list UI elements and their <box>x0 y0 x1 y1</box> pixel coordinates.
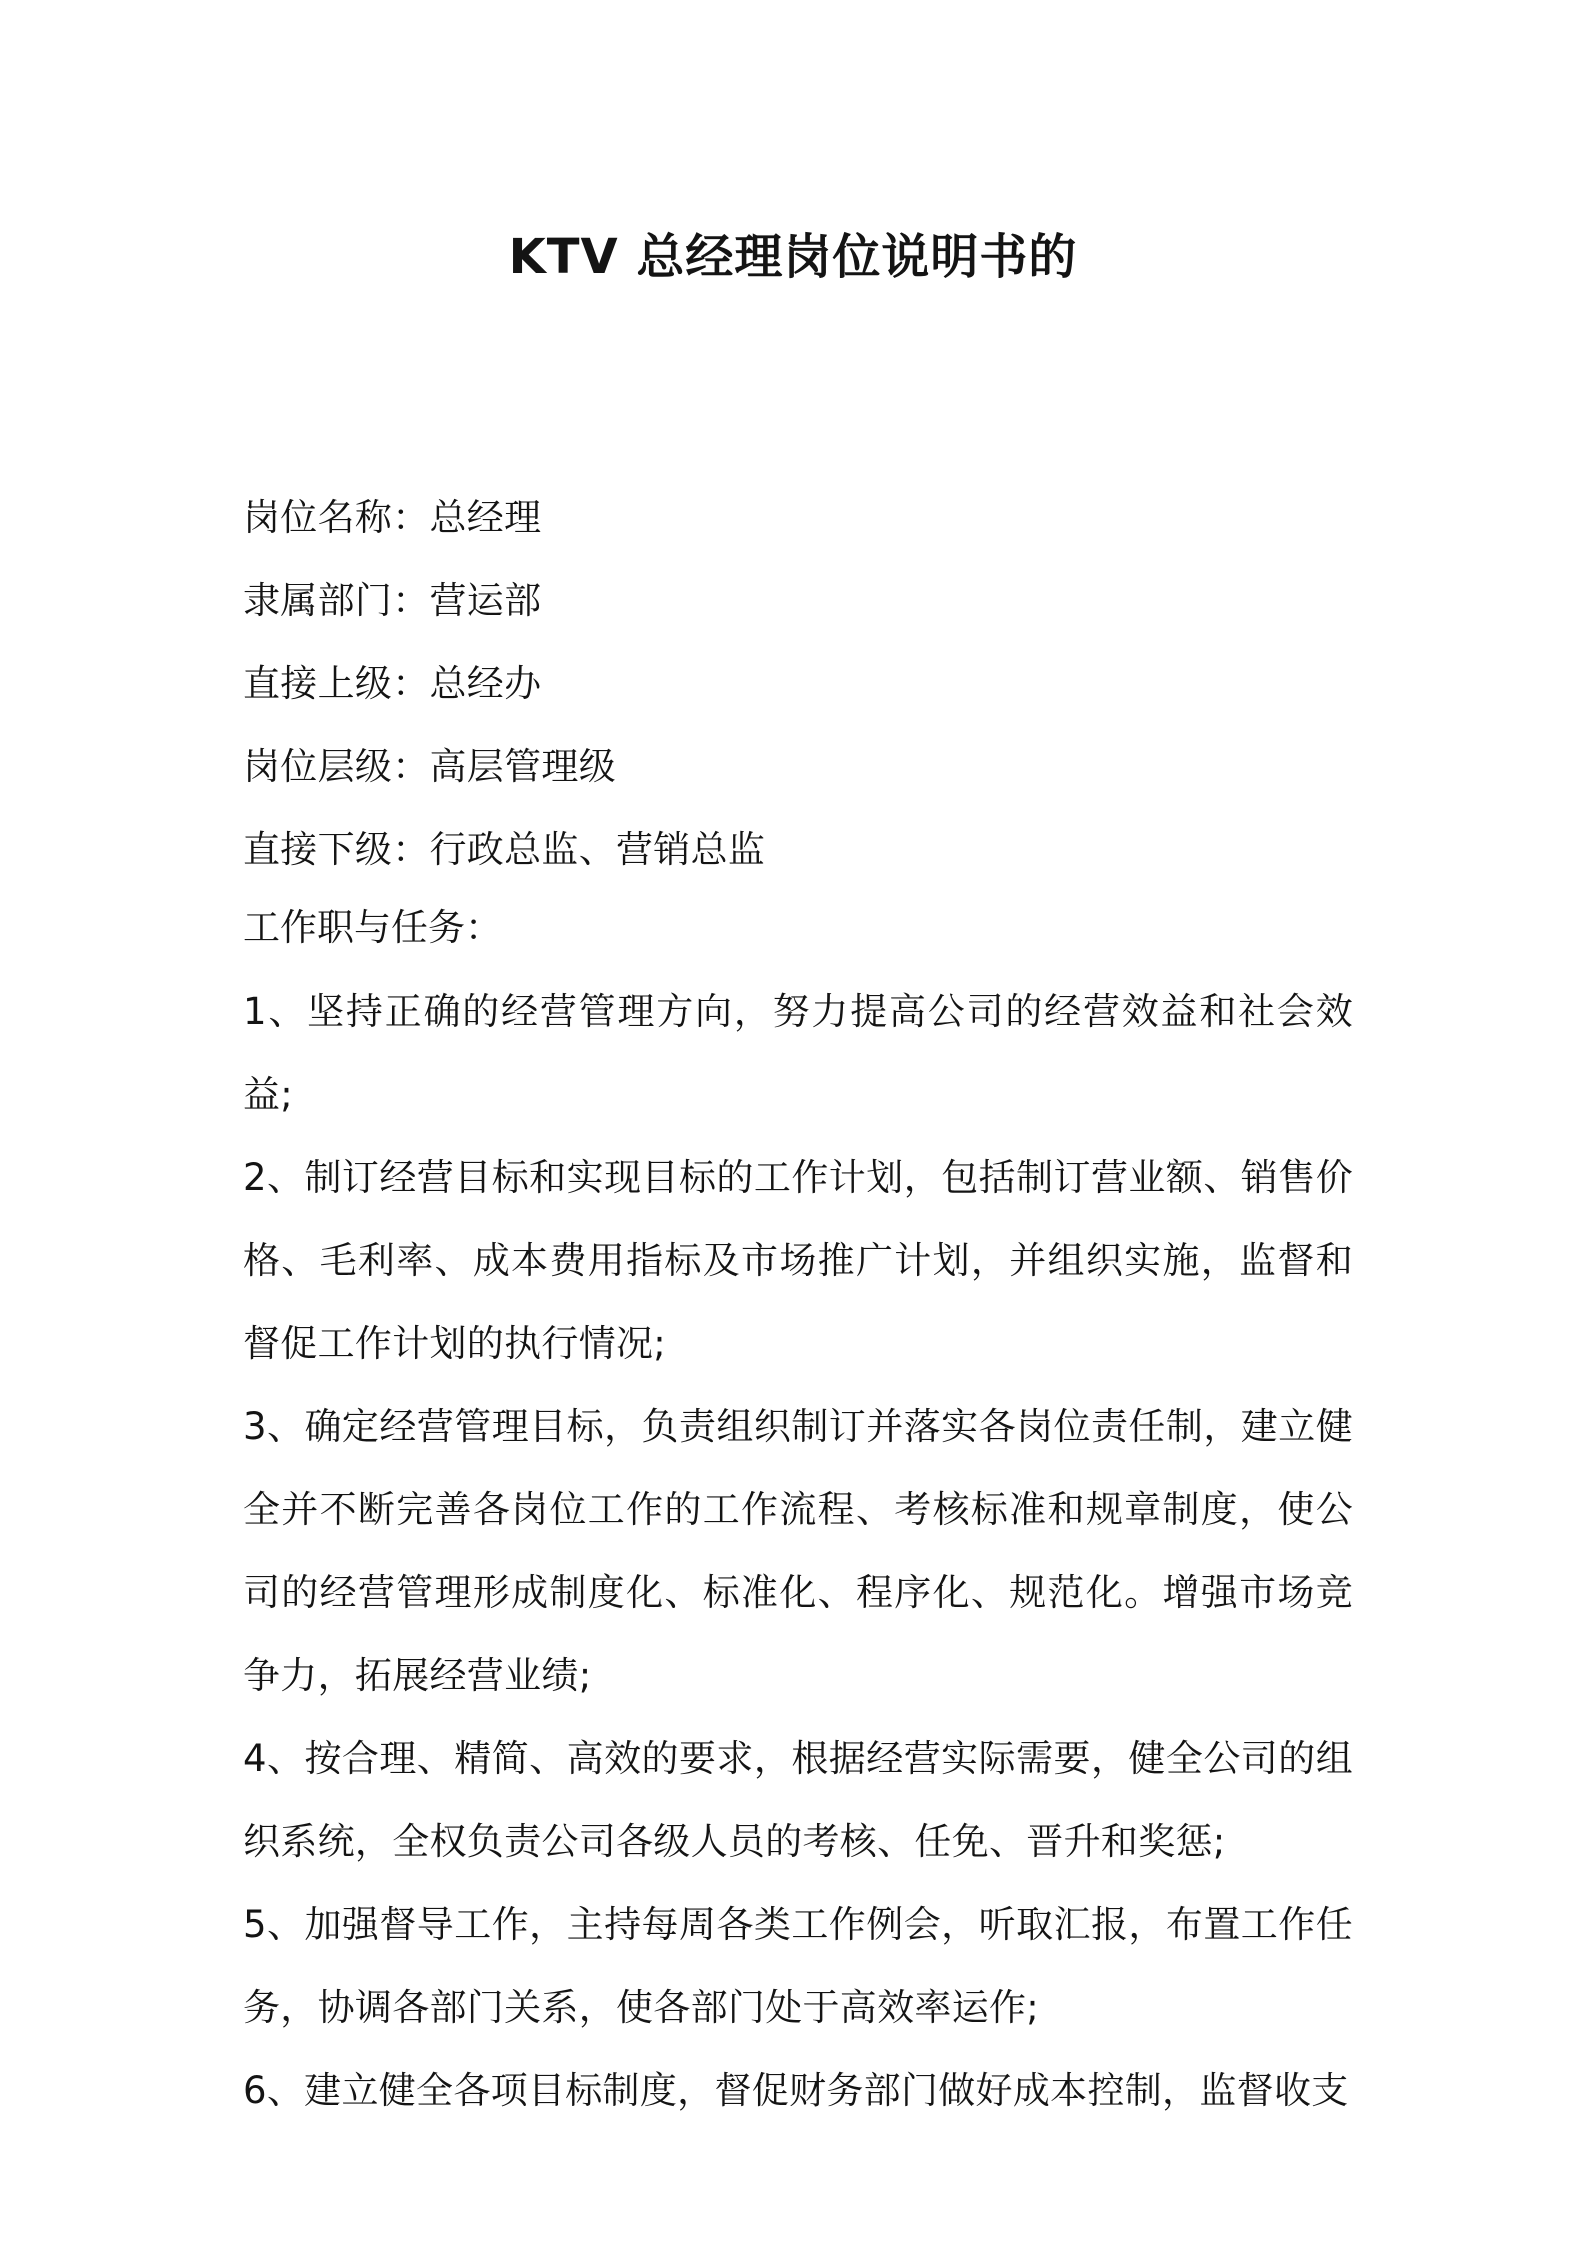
duties-heading: 工作职与任务： <box>243 906 502 949</box>
duty-item: 5、加强督导工作，主持每周各类工作例会，听取汇报，布置工作任务，协调各部门关系，使各部门处于高效率运作; <box>243 1903 1353 2029</box>
info-row-direct-superior <box>243 642 1353 725</box>
duty-item: 3、确定经营管理目标，负责组织制订并落实各岗位责任制，建立健全并不断完善各岗位工作的工作流程、考核标准和规章制度，使公司的经营管理形成制度化、标准化、程序化、规范化。增强市场竞争力，拓展经营业绩; <box>243 1405 1353 1697</box>
position-info-list <box>243 476 1353 891</box>
duty-item: 2、制订经营目标和实现目标的工作计划，包括制订营业额、销售价格、毛利率、成本费用指标及市场推广计划，并组织实施，监督和督促工作计划的执行情况; <box>243 1156 1353 1365</box>
document-title: KTV 总经理岗位说明书的 <box>508 229 1078 285</box>
info-label: 岗位层级： <box>243 745 430 788</box>
duty-item: 1、坚持正确的经营管理方向，努力提高公司的经营效益和社会效益; <box>243 990 1353 1116</box>
duty-item: 4、按合理、精简、高效的要求，根据经营实际需要，健全公司的组织系统，全权负责公司各级人员的考核、任免、晋升和奖惩; <box>243 1737 1353 1863</box>
info-label: 隶属部门： <box>243 579 430 622</box>
info-value: 总经办 <box>429 662 542 705</box>
info-row-position-name <box>243 476 1353 559</box>
info-value: 高层管理级 <box>429 745 616 788</box>
info-row-direct-subordinates <box>243 808 1353 891</box>
info-row-department <box>243 559 1353 642</box>
info-row-position-level <box>243 725 1353 808</box>
info-value: 总经理 <box>429 496 542 539</box>
info-label: 岗位名称： <box>243 496 430 539</box>
duties-list <box>243 970 1353 2132</box>
info-label: 直接上级： <box>243 662 430 705</box>
info-value: 行政总监、营销总监 <box>429 828 766 871</box>
info-value: 营运部 <box>429 579 542 622</box>
info-label: 直接下级： <box>243 828 430 871</box>
duty-item: 6、建立健全各项目标制度，督促财务部门做好成本控制，监督收支 <box>243 2069 1349 2112</box>
